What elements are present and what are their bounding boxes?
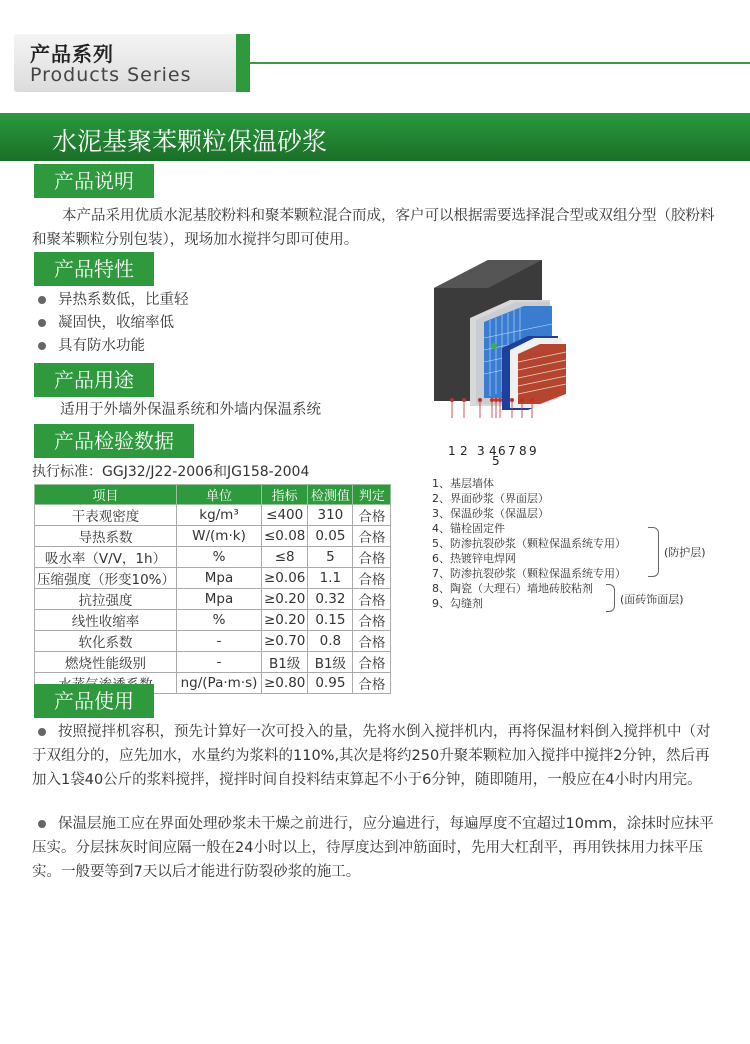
col-header: 单位 (177, 485, 262, 505)
col-header: 指标 (262, 485, 308, 505)
table-cell: ≥0.80 (262, 673, 308, 694)
spec-table (34, 484, 391, 694)
bullet-icon (38, 296, 46, 304)
table-cell: 线性收缩率 (35, 610, 177, 631)
layer-number: 5 (492, 454, 500, 468)
table-cell: 吸水率（V/V，1h） (35, 547, 177, 568)
legend-item: 2、界面砂浆（界面层） (432, 492, 549, 505)
feature-item: 凝固快，收缩率低 (38, 312, 174, 334)
protect-brace (648, 527, 659, 577)
table-cell: ≥0.06 (262, 568, 308, 589)
bullet-icon (38, 319, 46, 327)
bullet-icon (38, 820, 46, 828)
section-title-desc: 产品说明 (34, 164, 154, 198)
table-cell: 压缩强度（形变10%） (35, 568, 177, 589)
table-cell: 0.8 (308, 631, 353, 652)
table-cell: 合格 (353, 589, 391, 610)
table-cell: 合格 (353, 631, 391, 652)
table-cell: 抗拉强度 (35, 589, 177, 610)
table-cell: 合格 (353, 673, 391, 694)
tile-layer (518, 344, 566, 404)
table-cell: 0.95 (308, 673, 353, 694)
section-title-usage: 产品使用 (34, 684, 154, 718)
product-title: 水泥基聚苯颗粒保温砂浆 (52, 127, 328, 156)
table-cell: 5 (308, 547, 353, 568)
table-cell: Mpa (177, 589, 262, 610)
table-cell: 软化系数 (35, 631, 177, 652)
table-cell: ≥0.20 (262, 589, 308, 610)
legend-item: 8、陶瓷（大理石）墙地砖胶粘剂 (432, 582, 593, 595)
header-accent (236, 34, 250, 92)
col-header: 项目 (35, 485, 177, 505)
header-title-cn: 产品系列 (30, 42, 114, 66)
table-cell: ≥0.20 (262, 610, 308, 631)
wall-layers-illustration (430, 258, 580, 418)
legend-item: 4、锚栓固定件 (432, 522, 505, 535)
section-title-uses: 产品用途 (34, 363, 154, 397)
table-cell: kg/m³ (177, 505, 262, 526)
feature-item: 具有防水功能 (38, 335, 145, 357)
table-cell: % (177, 547, 262, 568)
table-cell: 0.15 (308, 610, 353, 631)
table-cell: 0.32 (308, 589, 353, 610)
legend-item: 9、勾缝剂 (432, 597, 483, 610)
table-cell: W/(m·k) (177, 526, 262, 547)
table-cell: 导热系数 (35, 526, 177, 547)
table-cell: B1级 (308, 652, 353, 673)
table-cell: 燃烧性能级别 (35, 652, 177, 673)
test-standard: 执行标准：GGJ32/J22-2006和JG158-2004 (32, 464, 310, 480)
layer-number: 8 (519, 444, 527, 458)
header-line (250, 62, 750, 64)
legend-item: 1、基层墙体 (432, 477, 494, 490)
legend-item: 7、防渗抗裂砂浆（颗粒保温系统专用） (432, 567, 626, 580)
bullet-icon (38, 342, 46, 350)
table-cell: ≥0.70 (262, 631, 308, 652)
table-cell: 合格 (353, 568, 391, 589)
table-row (35, 652, 391, 673)
group-label-protect: (防护层) (664, 546, 706, 559)
layer-number: 4 (489, 444, 497, 458)
table-header-row (35, 485, 391, 505)
table-row (35, 631, 391, 652)
table-cell: 合格 (353, 610, 391, 631)
table-cell: 310 (308, 505, 353, 526)
table-cell: 0.05 (308, 526, 353, 547)
table-cell: Mpa (177, 568, 262, 589)
bullet-icon (38, 728, 46, 736)
legend-item: 3、保温砂浆（保温层） (432, 507, 549, 520)
table-cell: 合格 (353, 652, 391, 673)
table-cell: 干表观密度 (35, 505, 177, 526)
table-cell: - (177, 631, 262, 652)
legend-item: 6、热镀锌电焊网 (432, 552, 516, 565)
table-cell: 1.1 (308, 568, 353, 589)
table-cell: B1级 (262, 652, 308, 673)
layer-number: 9 (529, 444, 537, 458)
table-cell: 合格 (353, 505, 391, 526)
feature-item: 异热系数低，比重轻 (38, 289, 189, 311)
anchor-mark (491, 343, 497, 349)
section-title-test: 产品检验数据 (34, 424, 194, 458)
usage-para-2: 保温层施工应在界面处理砂浆未干燥之前进行，应分遍进行，每遍厚度不宜超过10mm，涂抹时应抹平压实。分层抹灰时间应隔一般在24小时以上，待厚度达到冲筋面时，先用大杠刮平，再用铁抹用力抹平压实。一般要等到7天以后才能进行防裂砂浆的施工。 (32, 816, 714, 880)
legend-item: 5、防渗抗裂砂浆（颗粒保温系统专用） (432, 537, 626, 550)
table-row (35, 610, 391, 631)
table-cell: ≤400 (262, 505, 308, 526)
table-cell: - (177, 652, 262, 673)
table-row (35, 589, 391, 610)
layer-number: 3 (477, 444, 485, 458)
layer-number: 2 (460, 444, 468, 458)
usage-para-1: 按照搅拌机容积，预先计算好一次可投入的量，先将水倒入搅拌机内，再将保温材料倒入搅拌机中（对于双组分的，应先加水，水量约为浆料的110%,其次是将约250升聚苯颗粒加入搅拌中搅拌2分钟，然后再加入1袋40公斤的浆料搅拌，搅拌时间自投料结束算起不小于6分钟，随即随用，一般应在4小时内用完。 (32, 724, 711, 788)
face-brace (606, 584, 615, 612)
table-row (35, 505, 391, 526)
uses-text: 适用于外墙外保温系统和外墙内保温系统 (60, 402, 321, 418)
col-header: 检测值 (308, 485, 353, 505)
table-row (35, 568, 391, 589)
table-cell: % (177, 610, 262, 631)
layer-number: 1 (448, 444, 456, 458)
group-label-face: (面砖饰面层) (620, 593, 684, 606)
table-cell: ≤0.08 (262, 526, 308, 547)
desc-text: 本产品采用优质水泥基胶粉料和聚苯颗粒混合而成，客户可以根据需要选择混合型或双组分型（胶粉料和聚苯颗粒分别包装），现场加水搅拌匀即可使用。 (32, 208, 715, 248)
layer-number: 6 (498, 444, 506, 458)
table-cell: ng/(Pa·m·s) (177, 673, 262, 694)
table-row (35, 547, 391, 568)
table-cell: 合格 (353, 547, 391, 568)
table-cell: ≤8 (262, 547, 308, 568)
layer-number: 7 (508, 444, 516, 458)
col-header: 判定 (353, 485, 391, 505)
section-title-features: 产品特性 (34, 252, 154, 286)
table-row (35, 526, 391, 547)
table-cell: 合格 (353, 526, 391, 547)
header-title-en: Products Series (30, 64, 192, 86)
